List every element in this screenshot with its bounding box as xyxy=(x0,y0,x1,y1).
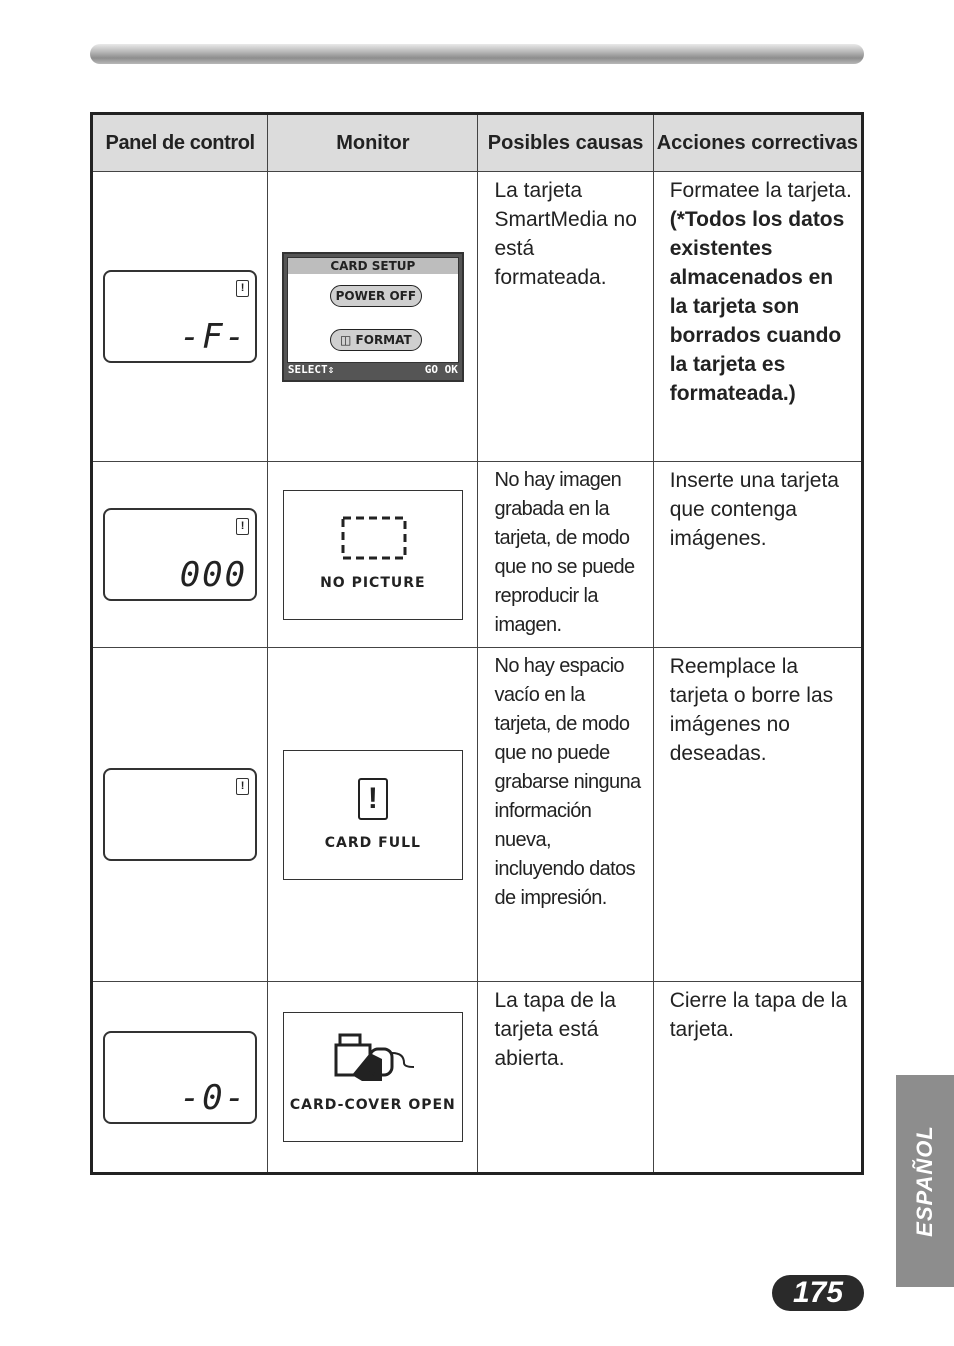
table-header-row xyxy=(92,114,863,172)
monitor-cell xyxy=(268,648,478,982)
action-cell: Inserte una tarjeta que contenga imágenes. xyxy=(653,462,862,648)
warning-icon: ! xyxy=(236,778,249,795)
language-label: ESPAÑOL xyxy=(912,1125,937,1237)
header-panel: Panel de control xyxy=(92,114,268,172)
monitor-cell xyxy=(268,982,478,1174)
go-ok-hint: GO OK xyxy=(424,362,458,376)
select-hint: SELECT⇕ xyxy=(287,362,335,376)
empty-frame-icon xyxy=(341,516,407,560)
lcd-readout: -F- xyxy=(179,317,248,357)
lcd-panel xyxy=(103,270,257,363)
header-causes: Posibles causas xyxy=(478,114,653,172)
cause-cell: No hay imagen grabada en la tarjeta, de modo que no se puede reproducir la imagen. xyxy=(478,462,653,648)
trash-icon: ◫ xyxy=(340,332,352,347)
panel-cell xyxy=(92,462,268,648)
card-cover-open-label: CARD-COVER OPEN xyxy=(289,1097,456,1113)
card-full-screen xyxy=(283,750,463,880)
monitor-cell xyxy=(268,462,478,648)
lcd-panel xyxy=(103,508,257,601)
warning-icon: ! xyxy=(236,280,249,297)
cause-cell: La tapa de la tarjeta está abierta. xyxy=(478,982,653,1174)
action-cell: Reemplace la tarjeta o borre las imágenes no deseadas. xyxy=(653,648,862,982)
lcd-panel xyxy=(103,768,257,861)
panel-cell xyxy=(92,982,268,1174)
card-full-warning-icon: ! xyxy=(358,778,388,820)
top-decorative-bar xyxy=(90,44,864,64)
no-picture-label: NO PICTURE xyxy=(320,574,426,591)
monitor-cell xyxy=(268,172,478,462)
card-setup-footer xyxy=(288,362,458,378)
header-monitor: Monitor xyxy=(268,114,478,172)
card-setup-screen xyxy=(282,252,464,382)
no-picture-screen xyxy=(283,490,463,620)
lcd-readout: -0- xyxy=(179,1077,248,1118)
arrow-updown-icon: ⇕ xyxy=(327,362,335,376)
warning-icon: ! xyxy=(236,518,249,535)
card-setup-menu xyxy=(287,257,459,363)
open-card-cover-icon xyxy=(332,1031,418,1087)
card-setup-title: CARD SETUP xyxy=(288,258,458,274)
card-full-label: CARD FULL xyxy=(324,834,421,851)
card-cover-open-screen xyxy=(283,1012,463,1142)
cause-cell: No hay espacio vacío en la tarjeta, de modo que no puede grabarse ninguna información nueva, incluyendo datos de impresión. xyxy=(478,648,653,982)
action-cell: Cierre la tapa de la tarjeta. xyxy=(653,982,862,1174)
table-row xyxy=(92,462,863,648)
action-warning-text: (*Todos los datos existentes almacenados en la tarjeta son borrados cuando la tarjeta es formateada.) xyxy=(669,208,845,405)
page-number: 175 xyxy=(772,1275,864,1311)
format-option xyxy=(330,329,422,351)
header-actions: Acciones correctivas xyxy=(653,114,862,172)
table-row xyxy=(92,648,863,982)
power-off-option: POWER OFF xyxy=(330,285,422,307)
action-cell xyxy=(653,172,862,462)
table-row xyxy=(92,172,863,462)
troubleshooting-table xyxy=(90,112,864,1175)
lcd-readout: 000 xyxy=(179,555,248,595)
cause-cell: La tarjeta SmartMedia no está formateada. xyxy=(478,172,653,462)
table-row xyxy=(92,982,863,1174)
panel-cell xyxy=(92,648,268,982)
format-option-label: FORMAT xyxy=(355,332,412,347)
action-text: Formatee la tarjeta. xyxy=(669,179,852,202)
language-side-tab xyxy=(896,1075,954,1287)
panel-cell xyxy=(92,172,268,462)
lcd-panel xyxy=(103,1031,257,1124)
